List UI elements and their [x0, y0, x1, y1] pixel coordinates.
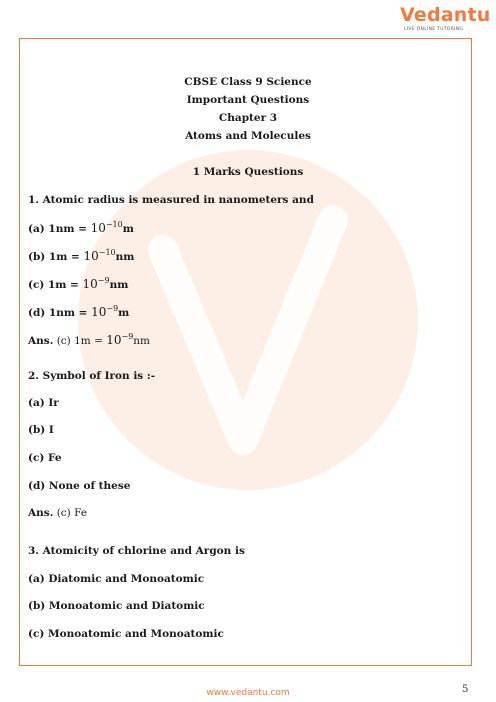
- chapter-number: Chapter 3: [218, 112, 278, 124]
- q2-option-c: (c) Fe: [28, 452, 62, 464]
- q3-option-a: (a) Diatomic and Monoatomic: [28, 573, 205, 585]
- q1-option-b: (b) $1m = 10^{-10}nm$: [28, 248, 135, 263]
- footer-url-link[interactable]: www.vedantu.com: [206, 688, 290, 698]
- logo-tagline: LIVE ONLINE TUTORING: [404, 27, 464, 32]
- doc-title: CBSE Class 9 Science: [184, 76, 312, 88]
- chapter-title: Atoms and Molecules: [185, 130, 311, 142]
- q1-option-a: (a) $1nm = 10^{-10}m$: [28, 220, 134, 235]
- q1-option-d: (d) $1nm = 10^{-9}m$: [28, 304, 130, 319]
- q2-option-b: (b) I: [28, 424, 54, 436]
- page-number: 5: [462, 684, 469, 695]
- q2-option-d: (d) None of these: [28, 480, 131, 492]
- doc-subtitle: Important Questions: [186, 94, 310, 106]
- q2-answer: Ans. (c) Fe: [28, 507, 88, 519]
- q1-answer: Ans. (c) $1m = 10^{-9}nm$: [28, 332, 151, 347]
- question-2: 2. Symbol of Iron is :-: [28, 370, 156, 382]
- q2-option-a: (a) Ir: [28, 397, 59, 409]
- q3-option-b: (b) Monoatomic and Diatomic: [28, 600, 205, 612]
- section-title: 1 Marks Questions: [192, 166, 304, 178]
- question-3: 3. Atomicity of chlorine and Argon is: [28, 545, 245, 557]
- q1-option-c: (c) $1m = 10^{-9}nm$: [28, 276, 129, 291]
- vedantu-logo: [400, 4, 491, 34]
- question-1: 1. Atomic radius is measured in nanometers and: [28, 194, 314, 206]
- q3-option-c: (c) Monoatomic and Monoatomic: [28, 628, 224, 640]
- logo-wordmark: Vedantu: [400, 4, 491, 26]
